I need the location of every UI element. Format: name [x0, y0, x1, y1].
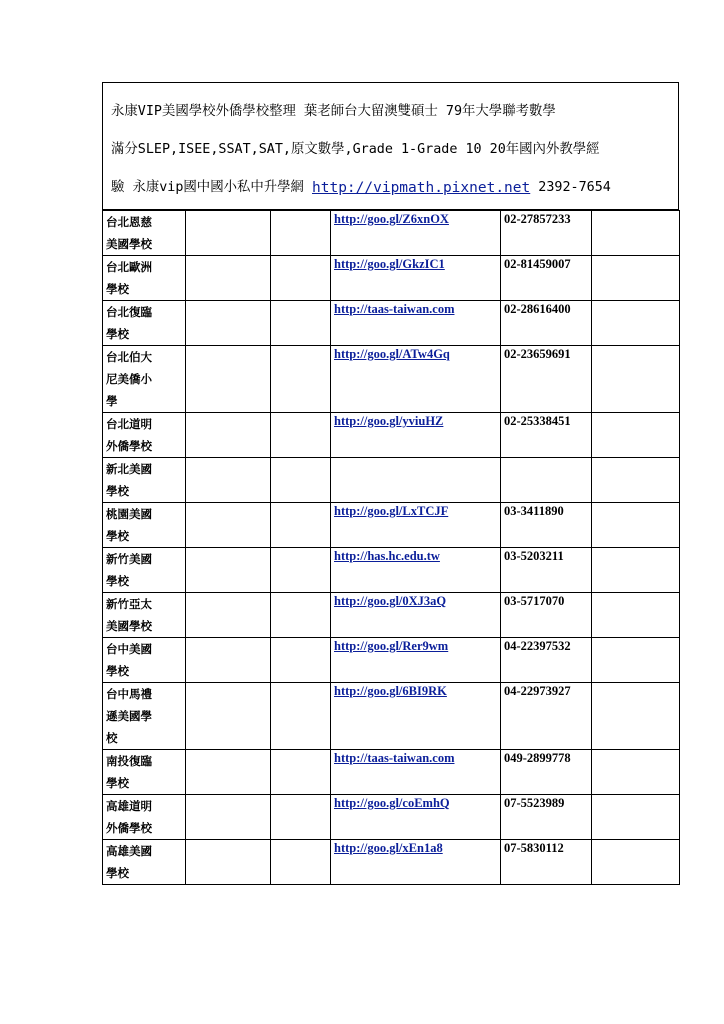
document-sheet [102, 82, 679, 885]
website-link[interactable]: http://vipmath.pixnet.net [312, 179, 531, 196]
school-phone-cell: 02-25338451 [501, 413, 592, 458]
school-name-line: 新北美國 [106, 462, 152, 476]
school-name-cell [103, 548, 186, 593]
school-name-cell [103, 683, 186, 750]
school-url-cell [331, 413, 501, 458]
school-name-cell [103, 211, 186, 256]
empty-cell [592, 301, 680, 346]
school-name-line: 學 [106, 394, 118, 408]
table-row [103, 301, 680, 346]
empty-cell [186, 750, 271, 795]
school-phone-cell: 02-23659691 [501, 346, 592, 413]
school-phone-cell: 07-5523989 [501, 795, 592, 840]
empty-cell [592, 211, 680, 256]
header-line-3 [111, 169, 678, 207]
school-url-link[interactable]: http://taas-taiwan.com [334, 751, 455, 765]
school-name-line: 學校 [106, 866, 129, 880]
school-url-link[interactable]: http://goo.gl/yviuHZ [334, 414, 444, 428]
empty-cell [186, 211, 271, 256]
school-name-line: 台北道明 [106, 417, 152, 431]
school-name-cell [103, 840, 186, 885]
school-url-cell [331, 301, 501, 346]
school-name-line: 外僑學校 [106, 821, 152, 835]
header-line-2: 滿分SLEP,ISEE,SSAT,SAT,原文數學,Grade 1-Grade 10 20年國內外教學經 [111, 142, 600, 158]
school-url-cell [331, 458, 501, 503]
header-line-1: 永康VIP美國學校外僑學校整理 葉老師台大留澳雙碩士 79年大學聯考數學 [111, 104, 556, 120]
school-name-line: 台北復臨 [106, 305, 152, 319]
table-row [103, 548, 680, 593]
school-name-line: 學校 [106, 484, 129, 498]
table-row [103, 638, 680, 683]
empty-cell [186, 840, 271, 885]
school-phone-cell: 02-27857233 [501, 211, 592, 256]
school-url-link[interactable]: http://taas-taiwan.com [334, 302, 455, 316]
empty-cell [271, 256, 331, 301]
table-row [103, 458, 680, 503]
school-url-link[interactable]: http://goo.gl/xEn1a8 [334, 841, 443, 855]
table-row [103, 256, 680, 301]
empty-cell [592, 683, 680, 750]
school-name-line: 南投復臨 [106, 754, 152, 768]
empty-cell [186, 593, 271, 638]
school-phone-cell: 02-81459007 [501, 256, 592, 301]
school-url-link[interactable]: http://has.hc.edu.tw [334, 549, 440, 563]
school-url-link[interactable]: http://goo.gl/0XJ3aQ [334, 594, 447, 608]
school-url-link[interactable]: http://goo.gl/LxTCJF [334, 504, 449, 518]
empty-cell [592, 548, 680, 593]
school-url-cell [331, 256, 501, 301]
empty-cell [186, 413, 271, 458]
school-url-cell [331, 638, 501, 683]
school-name-cell [103, 795, 186, 840]
empty-cell [271, 413, 331, 458]
school-table-body [103, 211, 680, 885]
empty-cell [592, 256, 680, 301]
empty-cell [271, 795, 331, 840]
empty-cell [592, 413, 680, 458]
school-name-line: 高雄美國 [106, 844, 152, 858]
empty-cell [592, 750, 680, 795]
school-name-line: 高雄道明 [106, 799, 152, 813]
school-url-link[interactable]: http://goo.gl/coEmhQ [334, 796, 450, 810]
school-url-cell [331, 593, 501, 638]
school-url-cell [331, 795, 501, 840]
school-phone-cell: 03-5717070 [501, 593, 592, 638]
empty-cell [186, 458, 271, 503]
school-phone-cell: 03-3411890 [501, 503, 592, 548]
school-name-cell [103, 750, 186, 795]
table-row [103, 593, 680, 638]
school-url-link[interactable]: http://goo.gl/Z6xnOX [334, 212, 449, 226]
school-name-line: 台北歐洲 [106, 260, 152, 274]
school-name-line: 學校 [106, 529, 129, 543]
school-phone-cell: 04-22397532 [501, 638, 592, 683]
empty-cell [186, 548, 271, 593]
header-line-3-prefix: 驗 永康vip國中國小私中升學網 [111, 180, 312, 196]
school-name-cell [103, 593, 186, 638]
empty-cell [271, 683, 331, 750]
school-name-line: 美國學校 [106, 619, 152, 633]
empty-cell [271, 503, 331, 548]
empty-cell [592, 503, 680, 548]
empty-cell [271, 840, 331, 885]
school-phone-cell: 049-2899778 [501, 750, 592, 795]
school-url-cell [331, 503, 501, 548]
school-url-cell [331, 750, 501, 795]
table-row [103, 211, 680, 256]
school-name-line: 新竹亞太 [106, 597, 152, 611]
school-phone-cell: 02-28616400 [501, 301, 592, 346]
school-name-cell [103, 638, 186, 683]
school-name-line: 學校 [106, 327, 129, 341]
empty-cell [592, 458, 680, 503]
school-name-line: 尼美僑小 [106, 372, 152, 386]
school-name-cell [103, 503, 186, 548]
empty-cell [592, 638, 680, 683]
school-phone-cell: 03-5203211 [501, 548, 592, 593]
empty-cell [271, 211, 331, 256]
school-url-cell [331, 548, 501, 593]
school-url-cell [331, 683, 501, 750]
empty-cell [186, 795, 271, 840]
empty-cell [186, 638, 271, 683]
empty-cell [271, 593, 331, 638]
school-phone-cell [501, 458, 592, 503]
empty-cell [271, 458, 331, 503]
school-name-cell [103, 458, 186, 503]
school-name-line: 台北伯大 [106, 350, 152, 364]
school-url-cell [331, 346, 501, 413]
school-url-cell [331, 211, 501, 256]
empty-cell [271, 548, 331, 593]
school-name-cell [103, 301, 186, 346]
empty-cell [592, 593, 680, 638]
school-url-cell [331, 840, 501, 885]
table-row [103, 503, 680, 548]
empty-cell [592, 795, 680, 840]
empty-cell [186, 301, 271, 346]
table-row [103, 840, 680, 885]
school-url-link[interactable]: http://goo.gl/Rer9wm [334, 639, 449, 653]
school-name-cell [103, 413, 186, 458]
school-name-line: 學校 [106, 664, 129, 678]
school-name-line: 桃園美國 [106, 507, 152, 521]
school-name-line: 校 [106, 731, 118, 745]
empty-cell [186, 683, 271, 750]
school-name-line: 外僑學校 [106, 439, 152, 453]
empty-cell [592, 346, 680, 413]
school-phone-cell: 04-22973927 [501, 683, 592, 750]
school-name-line: 遜美國學 [106, 709, 152, 723]
school-url-link[interactable]: http://goo.gl/GkzIC1 [334, 257, 445, 271]
school-name-line: 台中美國 [106, 642, 152, 656]
school-name-cell [103, 346, 186, 413]
table-row [103, 683, 680, 750]
header-phone: 2392-7654 [530, 180, 611, 196]
table-row [103, 346, 680, 413]
header-box [102, 82, 679, 210]
school-name-line: 學校 [106, 574, 129, 588]
empty-cell [271, 638, 331, 683]
empty-cell [592, 840, 680, 885]
empty-cell [186, 256, 271, 301]
school-name-line: 美國學校 [106, 237, 152, 251]
school-name-line: 台北恩慈 [106, 215, 152, 229]
school-name-line: 學校 [106, 776, 129, 790]
table-row [103, 413, 680, 458]
school-name-line: 學校 [106, 282, 129, 296]
empty-cell [271, 346, 331, 413]
empty-cell [271, 301, 331, 346]
school-url-link[interactable]: http://goo.gl/6BI9RK [334, 684, 447, 698]
school-phone-cell: 07-5830112 [501, 840, 592, 885]
school-table [102, 210, 680, 885]
school-name-line: 新竹美國 [106, 552, 152, 566]
school-url-link[interactable]: http://goo.gl/ATw4Gq [334, 347, 450, 361]
school-name-line: 台中馬禮 [106, 687, 152, 701]
empty-cell [271, 750, 331, 795]
table-row [103, 750, 680, 795]
school-name-cell [103, 256, 186, 301]
table-row [103, 795, 680, 840]
empty-cell [186, 503, 271, 548]
empty-cell [186, 346, 271, 413]
